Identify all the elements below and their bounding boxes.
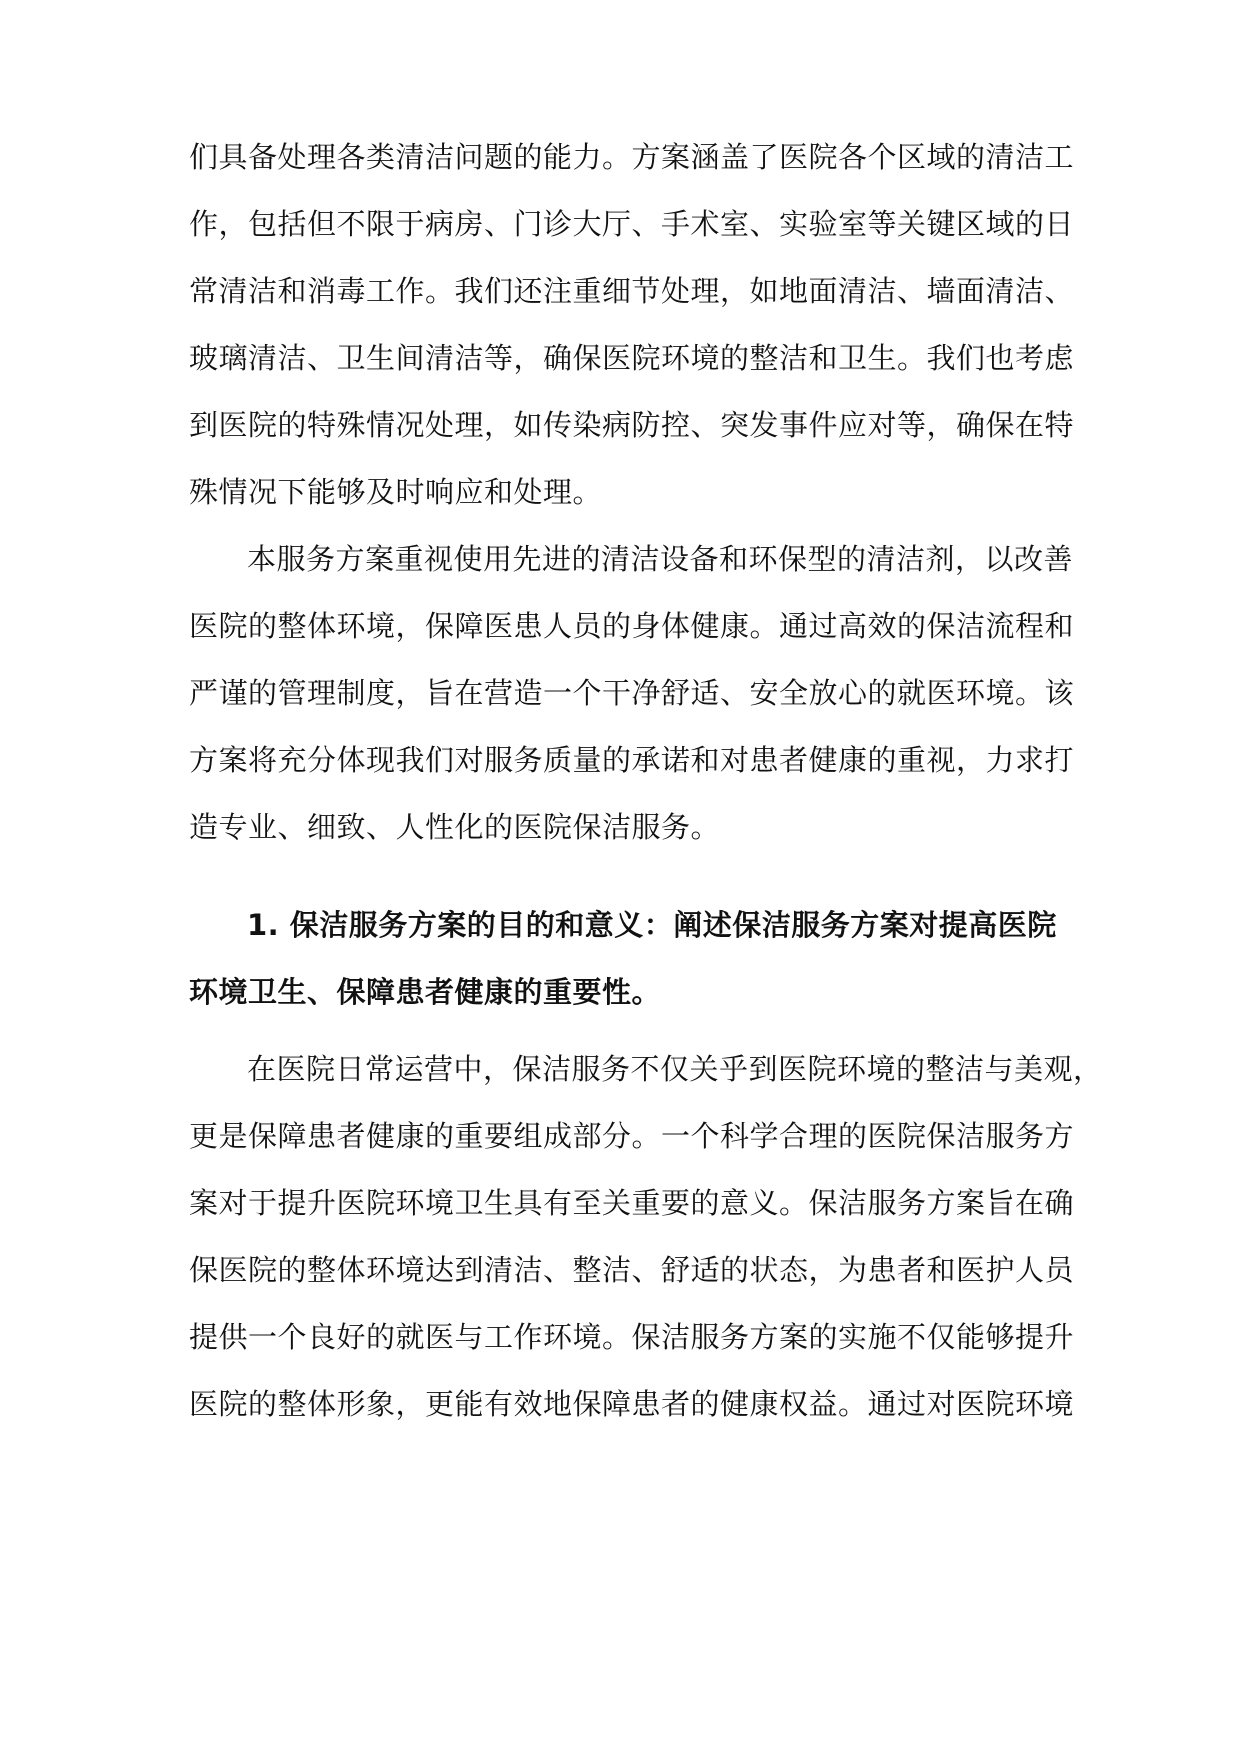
paragraph-line: 保医院的整体环境达到清洁、整洁、舒适的状态，为患者和医护人员	[189, 1253, 1075, 1287]
paragraph-line: 们具备处理各类清洁问题的能力。方案涵盖了医院各个区域的清洁工	[189, 140, 1075, 174]
paragraph-line: 殊情况下能够及时响应和处理。	[189, 475, 603, 509]
paragraph-line: 常清洁和消毒工作。我们还注重细节处理，如地面清洁、墙面清洁、	[189, 274, 1075, 308]
paragraph-line: 本服务方案重视使用先进的清洁设备和环保型的清洁剂，以改善	[247, 542, 1074, 576]
paragraph-line: 作，包括但不限于病房、门诊大厅、手术室、实验室等关键区域的日	[189, 207, 1075, 241]
paragraph-line: 在医院日常运营中，保洁服务不仅关乎到医院环境的整洁与美观，	[247, 1052, 1103, 1086]
paragraph-line: 方案将充分体现我们对服务质量的承诺和对患者健康的重视，力求打	[189, 743, 1075, 777]
paragraph-line: 提供一个良好的就医与工作环境。保洁服务方案的实施不仅能够提升	[189, 1320, 1075, 1354]
paragraph-line: 造专业、细致、人性化的医院保洁服务。	[189, 810, 721, 844]
section-heading: 1. 保洁服务方案的目的和意义：阐述保洁服务方案对提高医院	[247, 908, 1057, 942]
paragraph-line: 案对于提升医院环境卫生具有至关重要的意义。保洁服务方案旨在确	[189, 1186, 1075, 1220]
paragraph-line: 到医院的特殊情况处理，如传染病防控、突发事件应对等，确保在特	[189, 408, 1075, 442]
paragraph-line: 严谨的管理制度，旨在营造一个干净舒适、安全放心的就医环境。该	[189, 676, 1075, 710]
paragraph-line: 更是保障患者健康的重要组成部分。一个科学合理的医院保洁服务方	[189, 1119, 1075, 1153]
paragraph-line: 医院的整体环境，保障医患人员的身体健康。通过高效的保洁流程和	[189, 609, 1075, 643]
paragraph-line: 玻璃清洁、卫生间清洁等，确保医院环境的整洁和卫生。我们也考虑	[189, 341, 1075, 375]
paragraph-line: 医院的整体形象，更能有效地保障患者的健康权益。通过对医院环境	[189, 1387, 1075, 1421]
section-heading: 环境卫生、保障患者健康的重要性。	[189, 975, 662, 1009]
